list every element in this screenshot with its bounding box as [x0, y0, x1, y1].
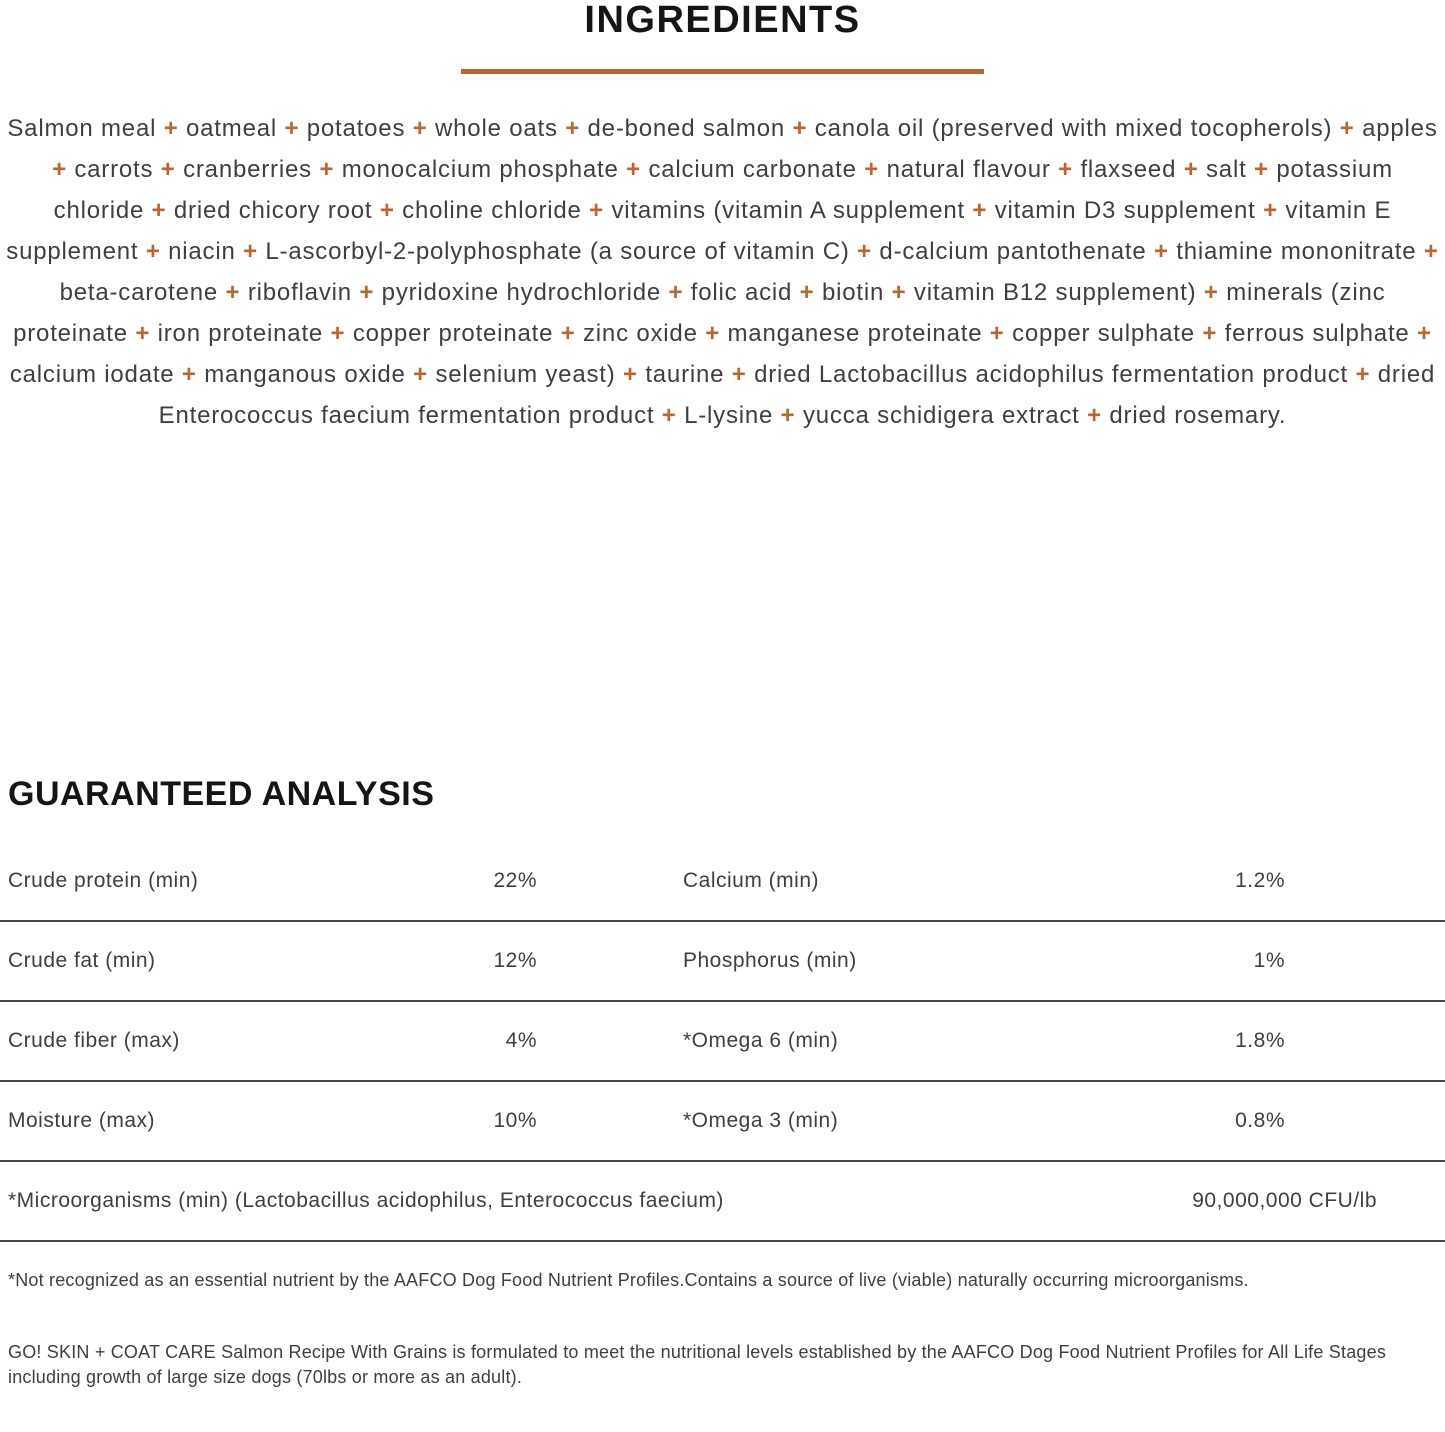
plus-separator: + — [618, 156, 649, 183]
plus-separator: + — [982, 320, 1013, 347]
plus-separator: + — [127, 320, 158, 347]
nutrient-value: 1% — [1253, 949, 1285, 972]
plus-separator: + — [156, 115, 187, 142]
table-row — [0, 1082, 1445, 1162]
table-row — [0, 842, 1445, 922]
nutrient-label: *Omega 3 (min) — [683, 1109, 839, 1132]
plus-separator: + — [785, 115, 815, 142]
plus-separator: + — [174, 361, 205, 388]
nutrient-value: 1.8% — [1235, 1029, 1285, 1052]
nutrient-value: 90,000,000 CFU/lb — [1192, 1189, 1377, 1212]
table-row-microorganisms — [0, 1162, 1445, 1242]
nutrient-value: 22% — [493, 869, 537, 892]
guaranteed-analysis-heading: GUARANTEED ANALYSIS — [8, 775, 435, 813]
nutrient-value: 10% — [493, 1109, 537, 1132]
nutrient-label: Phosphorus (min) — [683, 949, 857, 972]
plus-separator: + — [1255, 197, 1286, 224]
nutrient-label: Crude fat (min) — [8, 949, 156, 972]
plus-separator: + — [964, 197, 995, 224]
ingredients-text: Salmon meal + oatmeal + potatoes + whole oats + de-boned salmon + canola oil (preserved with mixed tocopherols) + apples + carrots + cranberries + monocalcium phosphate + calcium carbonate + natural flavour + flaxseed + salt + potassium chloride + dried chicory root + choline chloride + vitamins (vitamin A supplement + vitamin D3 supplement + vitamin E supplement + niacin + L-ascorbyl-2-polyphosphate (a source of vitamin C) + d-calcium pantothenate + thiamine mononitrate + beta-carotene + riboflavin + pyridoxine hydrochloride + folic acid + biotin + vitamin B12 supplement) + minerals (zinc proteinate + iron proteinate + copper proteinate + zinc oxide + manganese proteinate + copper sulphate + ferrous sulphate + calcium iodate + manganous oxide + selenium yeast) + taurine + dried Lactobacillus acidophilus fermentation product + dried Enterococcus faecium fermentation product + L-lysine + yucca schidigera extract + dried rosemary. — [6, 115, 1439, 429]
plus-separator: + — [1416, 238, 1439, 265]
plus-separator: + — [144, 197, 174, 224]
plus-separator: + — [405, 361, 436, 388]
plus-separator: + — [856, 156, 887, 183]
plus-separator: + — [1176, 156, 1206, 183]
nutrient-label: *Microorganisms (min) (Lactobacillus acidophilus, Enterococcus faecium) — [8, 1189, 724, 1212]
plus-separator: + — [311, 156, 342, 183]
table-row — [0, 922, 1445, 1002]
plus-separator: + — [138, 238, 169, 265]
plus-separator: + — [849, 238, 880, 265]
table-row — [0, 1002, 1445, 1082]
plus-separator: + — [1146, 238, 1177, 265]
nutrient-label: Moisture (max) — [8, 1109, 156, 1132]
nutrient-label: *Omega 6 (min) — [683, 1029, 839, 1052]
nutrient-value: 1.2% — [1235, 869, 1285, 892]
plus-separator: + — [581, 197, 612, 224]
plus-separator: + — [405, 115, 436, 142]
plus-separator: + — [1050, 156, 1081, 183]
nutrient-label: Crude protein (min) — [8, 869, 199, 892]
ingredients-heading: INGREDIENTS — [584, 0, 861, 41]
plus-separator: + — [773, 402, 803, 429]
plus-separator: + — [1079, 402, 1110, 429]
aafco-footnote: *Not recognized as an essential nutrient by the AAFCO Dog Food Nutrient Profiles.Contains a source of live (viable) naturally occurring microorganisms. — [8, 1270, 1249, 1290]
plus-separator: + — [553, 320, 583, 347]
plus-separator: + — [1348, 361, 1378, 388]
plus-separator: + — [661, 279, 691, 306]
plus-separator: + — [884, 279, 914, 306]
nutrient-label: Calcium (min) — [683, 869, 820, 892]
guaranteed-analysis-table — [0, 842, 1445, 1242]
plus-separator: + — [1246, 156, 1277, 183]
orange-divider-rule — [461, 69, 984, 74]
plus-separator: + — [52, 156, 75, 183]
plus-separator: + — [724, 361, 755, 388]
plus-separator: + — [235, 238, 266, 265]
plus-separator: + — [372, 197, 403, 224]
plus-separator: + — [323, 320, 353, 347]
plus-separator: + — [153, 156, 184, 183]
plus-separator: + — [1409, 320, 1432, 347]
plus-separator: + — [277, 115, 307, 142]
plus-separator: + — [1194, 320, 1225, 347]
nutrient-value: 0.8% — [1235, 1109, 1285, 1132]
plus-separator: + — [351, 279, 382, 306]
plus-separator: + — [557, 115, 588, 142]
plus-separator: + — [1196, 279, 1227, 306]
nutrient-label: Crude fiber (max) — [8, 1029, 180, 1052]
formulation-footnote: GO! SKIN + COAT CARE Salmon Recipe With Grains is formulated to meet the nutritional levels established by the AAFCO Dog Food Nutrient Profiles for All Life Stages including growth of large size dogs (70lbs or more as an adult). — [8, 1342, 1387, 1387]
plus-separator: + — [654, 402, 685, 429]
plus-separator: + — [218, 279, 248, 306]
plus-separator: + — [697, 320, 728, 347]
plus-separator: + — [1332, 115, 1363, 142]
plus-separator: + — [792, 279, 822, 306]
plus-separator: + — [615, 361, 646, 388]
nutrient-value: 12% — [493, 949, 537, 972]
nutrient-value: 4% — [505, 1029, 537, 1052]
